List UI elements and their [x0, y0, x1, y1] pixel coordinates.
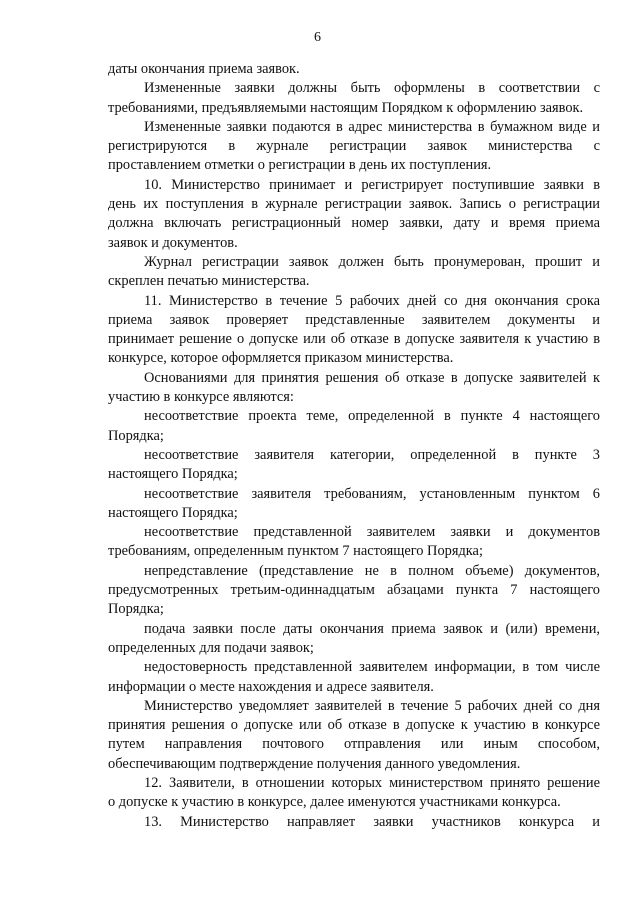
text-line: несоответствие заявителя категории, определенной в пункте 3	[144, 446, 600, 463]
text-line: требованиями, предъявляемыми настоящим Порядком к оформлению заявок.	[108, 99, 584, 116]
text-line: подача заявки после даты окончания приема заявок и (или) времени,	[144, 620, 600, 637]
text-line: должна включать регистрационный номер заявки, дату и время приема	[108, 215, 600, 232]
text-line: день их поступления в журнале регистрации заявок. Запись о регистрации	[108, 196, 600, 213]
text-line: настоящего Порядка;	[108, 504, 238, 521]
text-line: 13. Министерство направляет заявки участников конкурса и	[144, 813, 600, 830]
page-number: 6	[314, 30, 321, 45]
text-line: конкурсе, которое оформляется приказом министерства.	[108, 350, 454, 367]
text-line: настоящего Порядка;	[108, 466, 238, 483]
text-line: несоответствие заявителя требованиям, установленным пунктом 6	[144, 485, 600, 502]
text-line: Измененные заявки подаются в адрес министерства в бумажном виде и	[144, 118, 600, 135]
text-line: 12. Заявители, в отношении которых министерством принято решение	[144, 774, 600, 791]
text-line: несоответствие проекта теме, определенной в пункте 4 настоящего	[144, 408, 600, 425]
text-line: недостоверность представленной заявителем информации, в том числе	[144, 659, 600, 676]
text-line: 10. Министерство принимает и регистрирует поступившие заявки в	[144, 176, 600, 193]
text-line: несоответствие представленной заявителем заявки и документов	[144, 524, 600, 541]
text-line: заявок и документов.	[108, 234, 238, 251]
text-line: регистрируются в журнале регистрации заявок министерства с	[108, 138, 600, 155]
text-line: приема заявок проверяет представленные заявителем документы и	[108, 311, 600, 328]
text-line: даты окончания приема заявок.	[108, 61, 300, 77]
text-line: Порядка;	[108, 601, 164, 618]
text-line: Министерство уведомляет заявителей в течение 5 рабочих дней со дня	[144, 697, 600, 714]
text-line: Основаниями для принятия решения об отказе в допуске заявителей к	[144, 369, 600, 386]
text-line: Измененные заявки должны быть оформлены в соответствии с	[144, 80, 600, 97]
text-line: информации о месте нахождения и адресе заявителя.	[108, 678, 434, 695]
text-line: скреплен печатью министерства.	[108, 273, 310, 290]
document-body	[108, 60, 600, 832]
text-line: проставлением отметки о регистрации в день их поступления.	[108, 157, 492, 174]
text-line: определенных для подачи заявок;	[108, 639, 314, 656]
text-line: требованиям, определенным пунктом 7 настоящего Порядка;	[108, 543, 483, 560]
text-line: участию в конкурсе являются:	[108, 389, 294, 406]
text-line: предусмотренных третьим-одиннадцатым абзацами пункта 7 настоящего	[108, 582, 600, 599]
text-line: 11. Министерство в течение 5 рабочих дней со дня окончания срока	[144, 292, 600, 309]
text-line: путем направления почтового отправления или иным способом,	[108, 736, 600, 753]
text-line: Журнал регистрации заявок должен быть пронумерован, прошит и	[144, 253, 600, 270]
text-line: о допуске к участию в конкурсе, далее именуются участниками конкурса.	[108, 794, 561, 811]
text-line: принимает решение о допуске или об отказе в допуске заявителя к участию в	[108, 331, 600, 348]
text-line: непредставление (представление не в полном объеме) документов,	[144, 562, 600, 579]
text-line: принятия решения о допуске или об отказе в допуске к участию в конкурсе	[108, 717, 600, 734]
text-line: Порядка;	[108, 427, 164, 444]
text-line: обеспечивающим подтверждение получения данного уведомления.	[108, 755, 521, 772]
